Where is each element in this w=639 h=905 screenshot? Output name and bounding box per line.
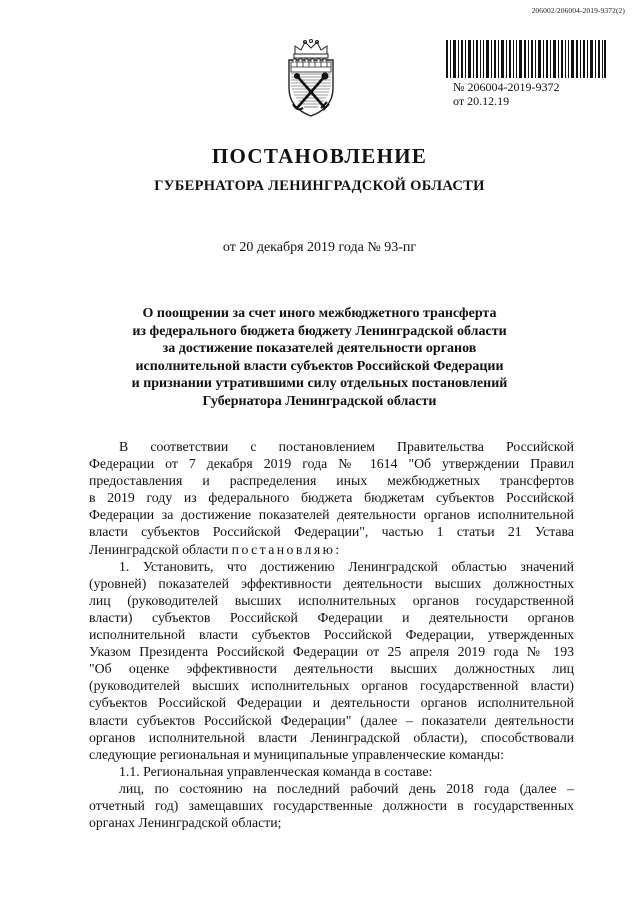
heading-line: исполнительной власти субъектов Российской Федерации [135, 358, 504, 374]
body-line: Ленинградской области [89, 541, 229, 557]
document-heading [0, 305, 639, 411]
body-line: В соответствии с постановлением Правительства Российской [119, 439, 574, 454]
heading-line: О поощрении за счет иного межбюджетного трансферта [142, 306, 497, 321]
decree-word: постановляю: [231, 541, 342, 557]
heading-line: Губернатора Ленинградской области [202, 393, 437, 409]
body-line: власти субъектов Российской Федерации" (далее – показатели деятельности [89, 712, 574, 728]
body-line-decree [89, 541, 574, 558]
barcode-icon [446, 40, 606, 78]
document-subtitle: ГУБЕРНАТОРА ЛЕНИНГРАДСКОЙ ОБЛАСТИ [154, 178, 485, 194]
body-line: лиц (руководителей высших исполнительных органов государственной [89, 592, 574, 608]
registration-number: № 206004-2019-9372 [453, 80, 560, 94]
document-reference-number: 206002/206004-2019-9372(2) [531, 6, 625, 15]
body-line: (уровней) показателей эффективности деятельности высших должностных [89, 575, 574, 591]
body-line: Федерации за достижение показателей деятельности органов исполнительной [89, 507, 574, 523]
heading-line: за достижение показателей деятельности органов [162, 341, 477, 357]
body-line: Федерации от 7 декабря 2019 года № 1614 "Об утверждении Правил [89, 456, 574, 472]
body-line: "Об оценке эффективности деятельности высших должностных лиц [89, 661, 574, 677]
body-line: 1.1. Региональная управленческая команда в составе: [119, 763, 433, 779]
body-line: лиц, по состоянию на последний рабочий день 2018 года (далее – [119, 780, 574, 796]
heading-line: и признании утратившими силу отдельных постановлений [131, 376, 508, 392]
body-line: (руководителей высших исполнительных органов государственной власти) [89, 678, 574, 694]
leningrad-oblast-coat-of-arms-icon [281, 38, 341, 118]
body-line: власти субъектов Российской Федерации", частью 1 статьи 21 Устава [89, 524, 574, 540]
body-line: органов исполнительной власти Ленинградской области), способствовали [89, 729, 574, 745]
body-line: предоставления и распределения иных межбюджетных трансфертов [89, 473, 574, 489]
registration-date: от 20.12.19 [453, 94, 510, 108]
body-line: органах Ленинградской области; [89, 815, 282, 831]
body-line: Указом Президента Российской Федерации от 25 апреля 2019 года № 193 [89, 644, 574, 660]
body-line: следующие региональная и муниципальные управленческие команды: [89, 746, 504, 762]
document-date-line: от 20 декабря 2019 года № 93-пг [222, 240, 417, 255]
registration-info [453, 80, 559, 108]
body-line: исполнительной власти субъектов Российской Федерации, утвержденных [89, 627, 574, 643]
body-line: власти) субъектов Российской Федерации и деятельности органов [89, 609, 574, 625]
body-line: отчетный год) замещавших государственные должности в государственных [89, 797, 574, 813]
document-title: ПОСТАНОВЛЕНИЕ [211, 144, 428, 168]
body-line: в 2019 году из федерального бюджета бюджетам субъектов Российской [89, 490, 574, 506]
body-line: 1. Установить, что достижению Ленинградской областью значений [119, 558, 574, 574]
document-body [89, 438, 574, 831]
body-line: субъектов Российской Федерации и деятельности органов исполнительной [89, 695, 574, 711]
heading-line: из федерального бюджета бюджету Ленинградской области [132, 323, 507, 339]
